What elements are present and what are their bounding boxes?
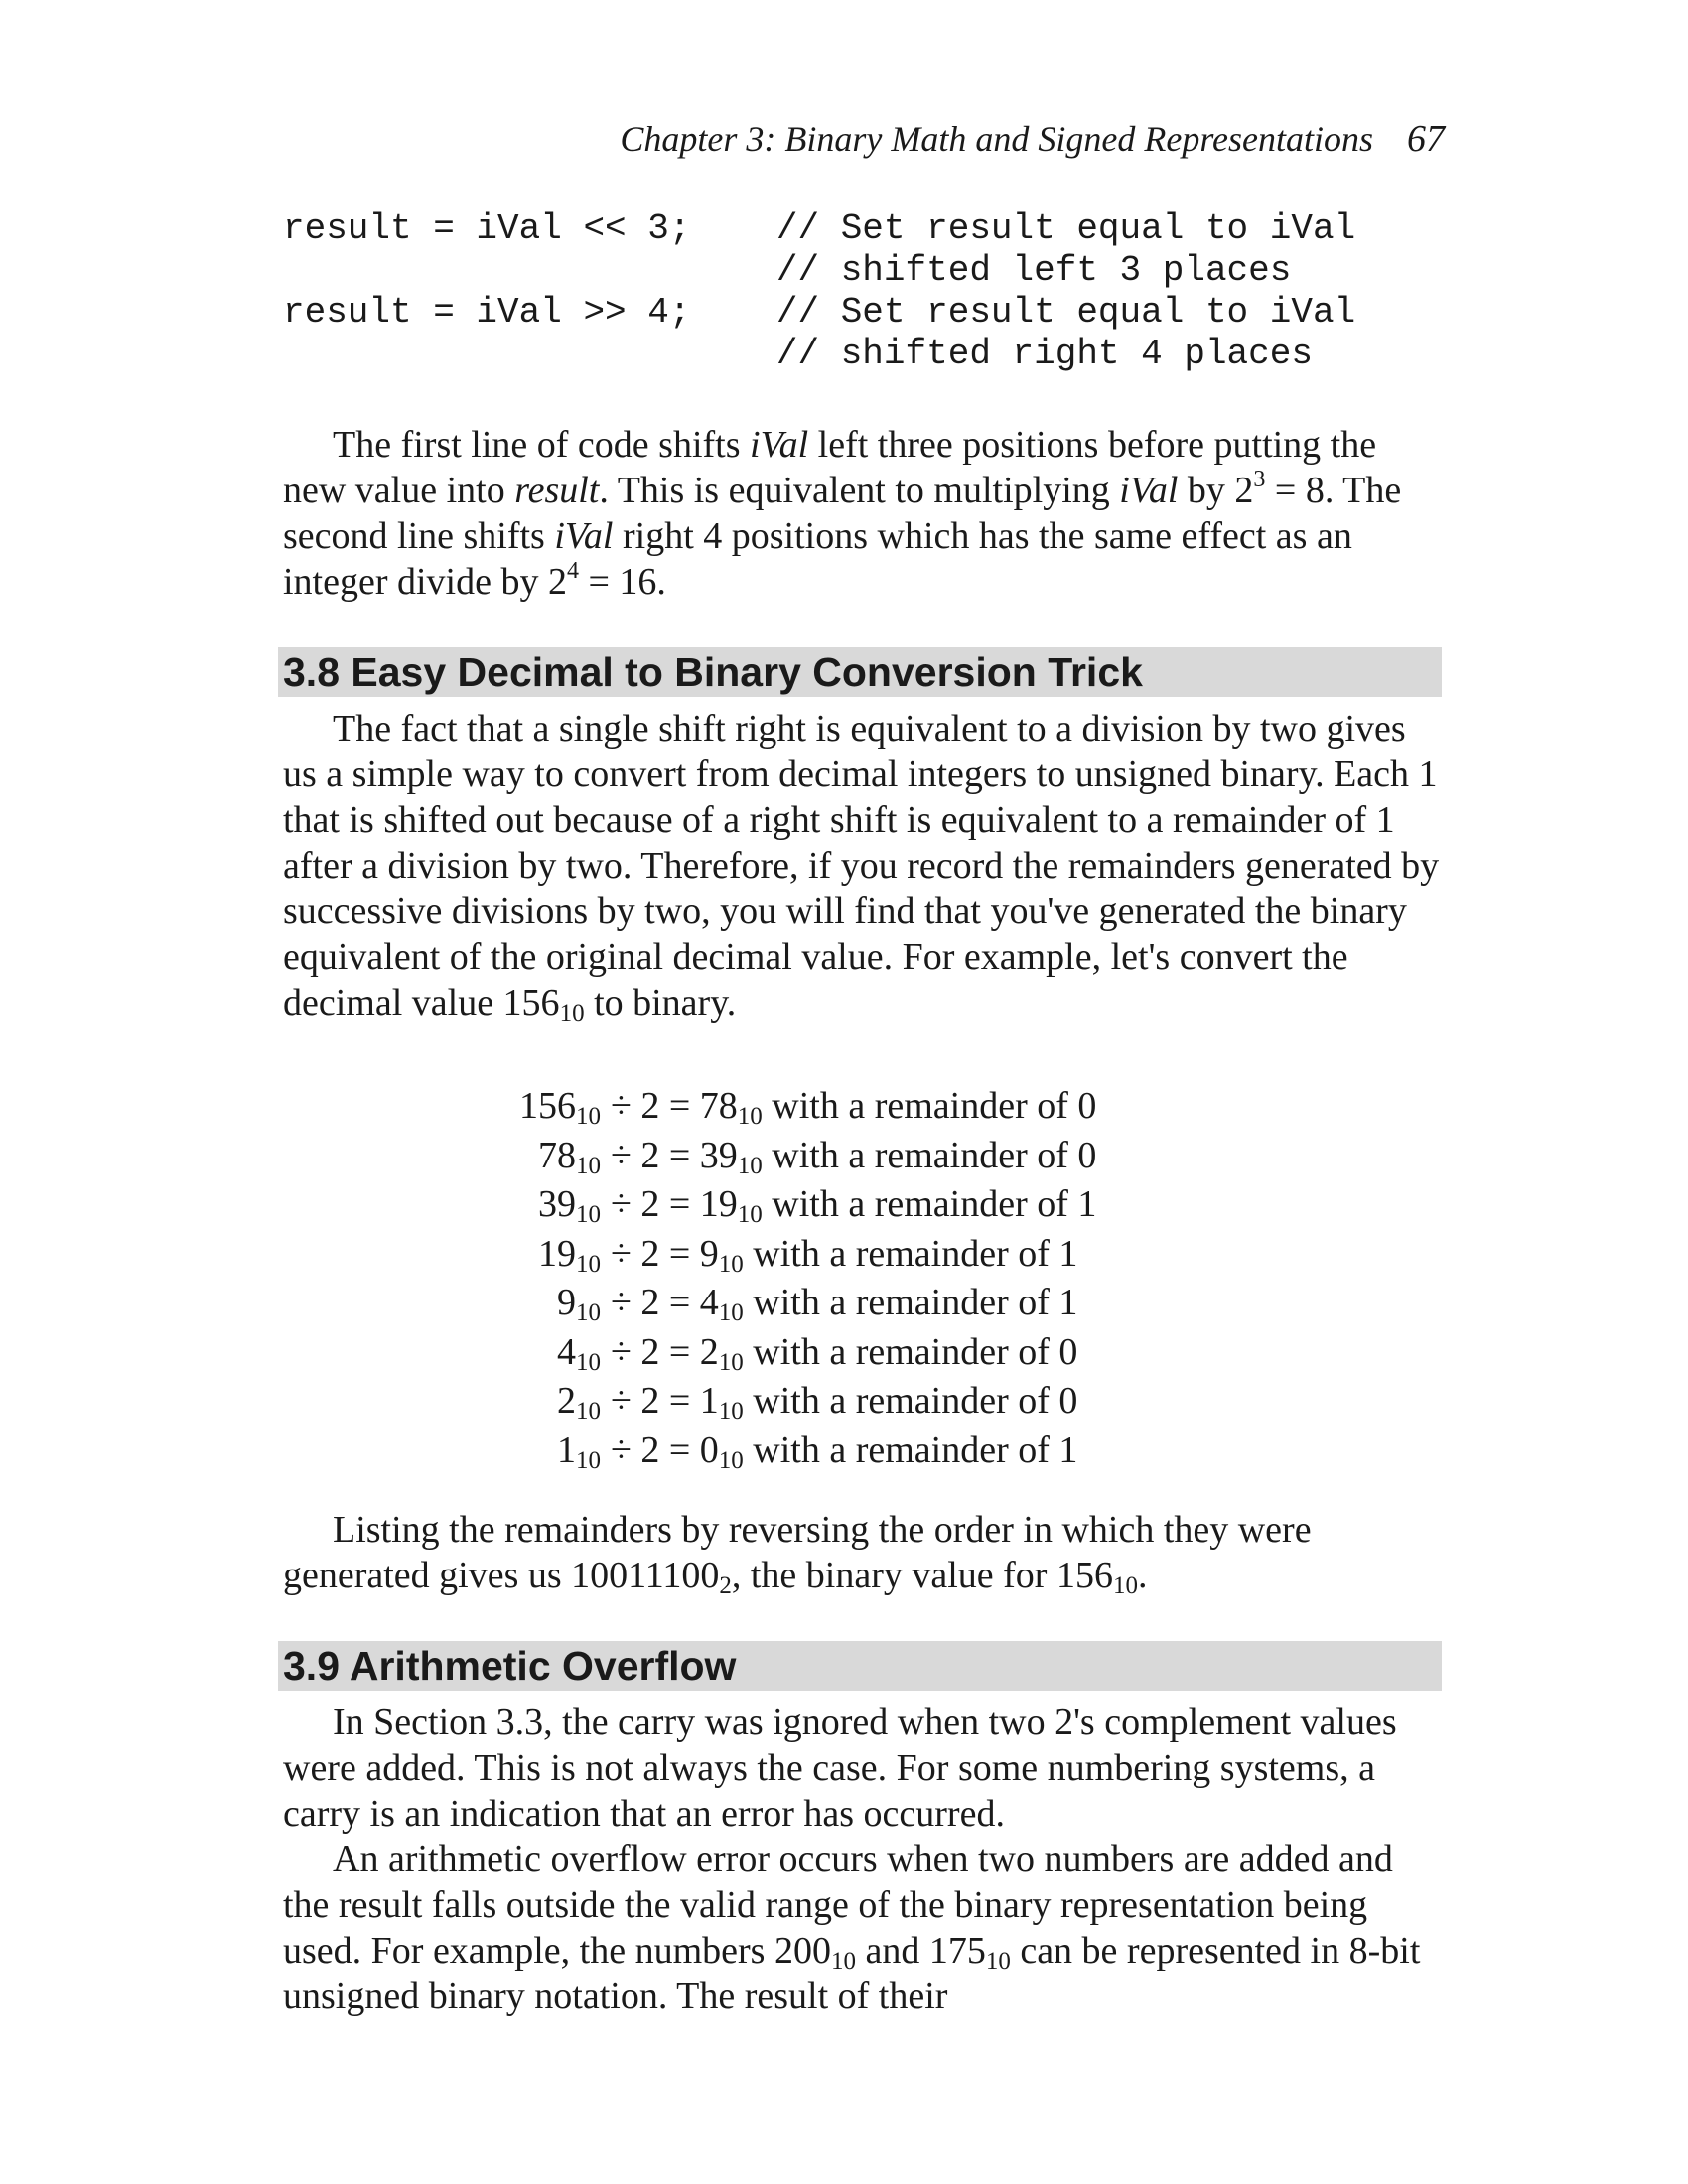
section-3-9-paragraph-1: In Section 3.3, the carry was ignored when two 2's complement values were added. This is not always the case. For some numbering systems, a carry is an indication that an error has occurred. [283,1702,1397,1835]
exponent: 4 [566,558,579,584]
page-number: 67 [1407,118,1445,160]
division-step: $2_{10}$ ÷ $2 = 1_{10}$ with a remainder of 0 [557,1380,1078,1425]
base-subscript: 10 [559,1000,585,1026]
division-step: $19_{10}$ ÷ $2 = 9_{10}$ with a remainder of 1 [538,1232,1078,1278]
chapter-title: Chapter 3: Binary Math and Signed Representations [620,119,1373,159]
exponent: 3 [1253,467,1266,492]
variable-name: result [514,470,600,511]
code-line: result = iVal << 3; // Set result equal to iVal [283,208,1356,249]
variable-name: iVal [750,424,809,466]
division-steps [298,1082,1142,1475]
base-subscript: 10 [830,1948,856,1975]
running-header [556,117,1445,161]
section-3-9-paragraph-2: An arithmetic overflow error occurs when two numbers are added and the result falls outside the valid range of the binary representation being used. For example, the numbers $200_{10}$ and $175_{10}$ can be represented in 8-bit unsigned binary notation. The result of their [283,1839,1421,2017]
code-line: // shifted right 4 places [283,334,1313,374]
code-block [283,208,1355,375]
base-subscript: 10 [1112,1572,1138,1599]
code-line: // shifted left 3 places [283,250,1292,291]
variable-name: iVal [554,515,614,557]
division-step: $39_{10}$ ÷ $2 = 19_{10}$ with a remainder of 1 [538,1183,1097,1228]
conversion-conclusion: Listing the remainders by reversing the order in which they were generated gives us $10011100_2$, the binary value for $156_{10}$. [283,1509,1312,1599]
division-step: $156_{10}$ ÷ $2 = 78_{10}$ with a remainder of 0 [519,1085,1097,1130]
section-heading-3-8: 3.8 Easy Decimal to Binary Conversion Trick [278,647,1442,697]
base-subscript: 10 [985,1948,1011,1975]
base-subscript: 2 [719,1572,732,1599]
division-step: $1_{10}$ ÷ $2 = 0_{10}$ with a remainder of 1 [557,1429,1078,1474]
division-step: $78_{10}$ ÷ $2 = 39_{10}$ with a remainder of 0 [538,1134,1097,1179]
division-step: $9_{10}$ ÷ $2 = 4_{10}$ with a remainder of 1 [557,1282,1078,1326]
division-step: $4_{10}$ ÷ $2 = 2_{10}$ with a remainder of 0 [557,1330,1078,1376]
section-3-8-paragraph: The fact that a single shift right is equivalent to a division by two gives us a simple way to convert from decimal integers to unsigned binary. Each 1 that is shifted out because of a right shift is equivalent to a remainder of 1 after a division by two. Therefore, if you record the remainders generated by successive divisions by two, you will find that you've generated the binary equivalent of the original decimal value. For example, let's convert the decimal value $156_{10}$ to binary. [283,708,1440,1026]
code-line: result = iVal >> 4; // Set result equal to iVal [283,292,1356,333]
section-heading-3-9: 3.9 Arithmetic Overflow [278,1641,1442,1691]
intro-paragraph: The first line of code shifts iVal left three positions before putting the new value into result. This is equivalent to multiplying iVal by $2^3 = 8$. The second line shifts iVal right 4 positions which has the same effect as an integer divide by $2^4 = 16$. [283,424,1402,603]
variable-name: iVal [1119,470,1179,511]
